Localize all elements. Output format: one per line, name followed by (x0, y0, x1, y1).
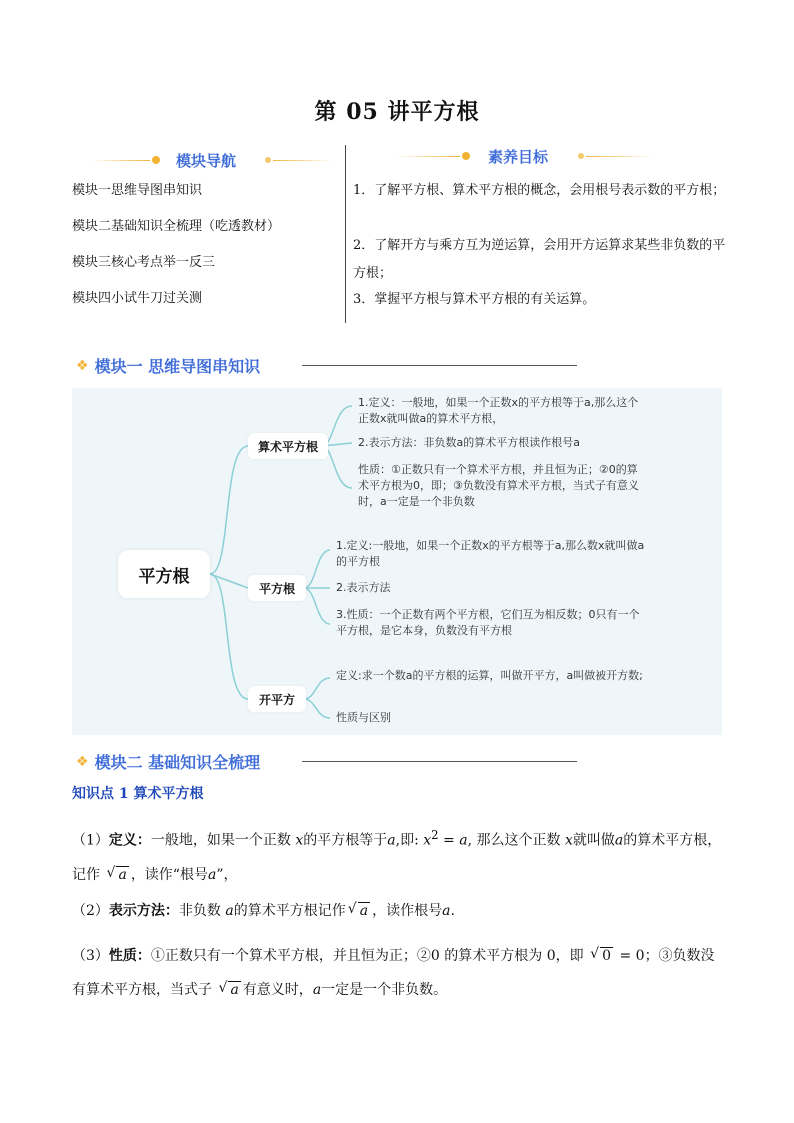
column-divider (345, 145, 346, 323)
sqrt-symbol: √ a (218, 973, 240, 1007)
mindmap-branch: 开平方 (248, 686, 306, 712)
sqrt-symbol: √ a (106, 858, 128, 892)
goals-heading: 素养目标 (488, 148, 549, 166)
nav-item[interactable]: 模块四小试牛刀过关测 (72, 291, 203, 306)
divider (302, 761, 577, 762)
goal-item: 2．了解开方与乘方互为逆运算，会用开方运算求某些非负数的平方根； (353, 238, 726, 281)
mindmap-root: 平方根 (118, 550, 210, 598)
mindmap-leaf: 2.表示方法 (336, 581, 391, 594)
knowledge-point-title: 知识点 1 算术平方根 (72, 786, 204, 802)
goal-item: 1．了解平方根、算术平方根的概念，会用根号表示数的平方根； (353, 183, 726, 198)
divider (586, 156, 654, 157)
dot-icon (462, 152, 470, 160)
nav-item[interactable]: 模块二基础知识全梳理（吃透教材） (72, 219, 281, 234)
module2-heading: ❖ 模块二 基础知识全梳理 (76, 753, 261, 772)
page-title: 第 05 讲平方根 (314, 99, 480, 125)
module1-heading: ❖ 模块一 思维导图串知识 (76, 357, 261, 376)
mindmap-leaf: 1.定义：一般地，如果一个正数x的平方根等于a,那么这个正数x就叫做a的算术平方根， (358, 396, 639, 425)
dot-icon (152, 156, 160, 164)
dot-icon (265, 157, 271, 163)
divider (90, 160, 150, 161)
notation-paragraph: （2）表示方法：非负数 a的算术平方根记作√ a ，读作根号a. (72, 894, 724, 928)
mindmap-branch: 平方根 (248, 575, 306, 601)
property-paragraph: （3）性质：①正数只有一个算术平方根，并且恒为正；②0 的算术平方根为 0，即 √ 0 = 0；③负数没有算术平方根，当式子 √ a 有意义时，a一定是一个非负数。 (72, 939, 724, 1007)
sqrt-symbol: √ a (348, 894, 370, 928)
mindmap-leaf: 3.性质：一个正数有两个平方根，它们互为相反数；0只有一个平方根，是它本身，负数没有平方根 (336, 608, 640, 637)
divider (302, 365, 577, 366)
sqrt-symbol: √ 0 (590, 939, 613, 973)
diamond-icon: ❖ (76, 753, 89, 770)
divider (273, 160, 333, 161)
dot-icon (578, 153, 584, 159)
nav-item[interactable]: 模块三核心考点举一反三 (72, 255, 216, 270)
divider (395, 156, 460, 157)
nav-heading: 模块导航 (176, 152, 237, 170)
mindmap-leaf: 2.表示方法：非负数a的算术平方根读作根号a (358, 436, 580, 449)
mindmap-leaf: 1.定义:一般地，如果一个正数x的平方根等于a,那么数x就叫做a的平方根 (336, 539, 645, 568)
nav-item[interactable]: 模块一思维导图串知识 (72, 183, 203, 198)
goal-item: 3．掌握平方根与算术平方根的有关运算。 (353, 292, 596, 307)
mindmap-leaf: 性质与区别 (336, 711, 391, 724)
mindmap-leaf: 定义:求一个数a的平方根的运算，叫做开平方，a叫做被开方数; (336, 669, 643, 682)
definition-paragraph: （1）定义：一般地，如果一个正数 x的平方根等于a,即: $x^2 = a$, 那么这个正数 x就叫做a的算术平方根，记作 √ a ，读作“根号a”， (72, 818, 724, 892)
mindmap-leaf: 性质：①正数只有一个算术平方根，并且恒为正；②0的算术平方根为0，即；③负数没有算术平方根，当式子有意义时，a一定是一个非负数 (358, 463, 639, 508)
mindmap-branch: 算术平方根 (248, 433, 328, 459)
diamond-icon: ❖ (76, 357, 89, 374)
